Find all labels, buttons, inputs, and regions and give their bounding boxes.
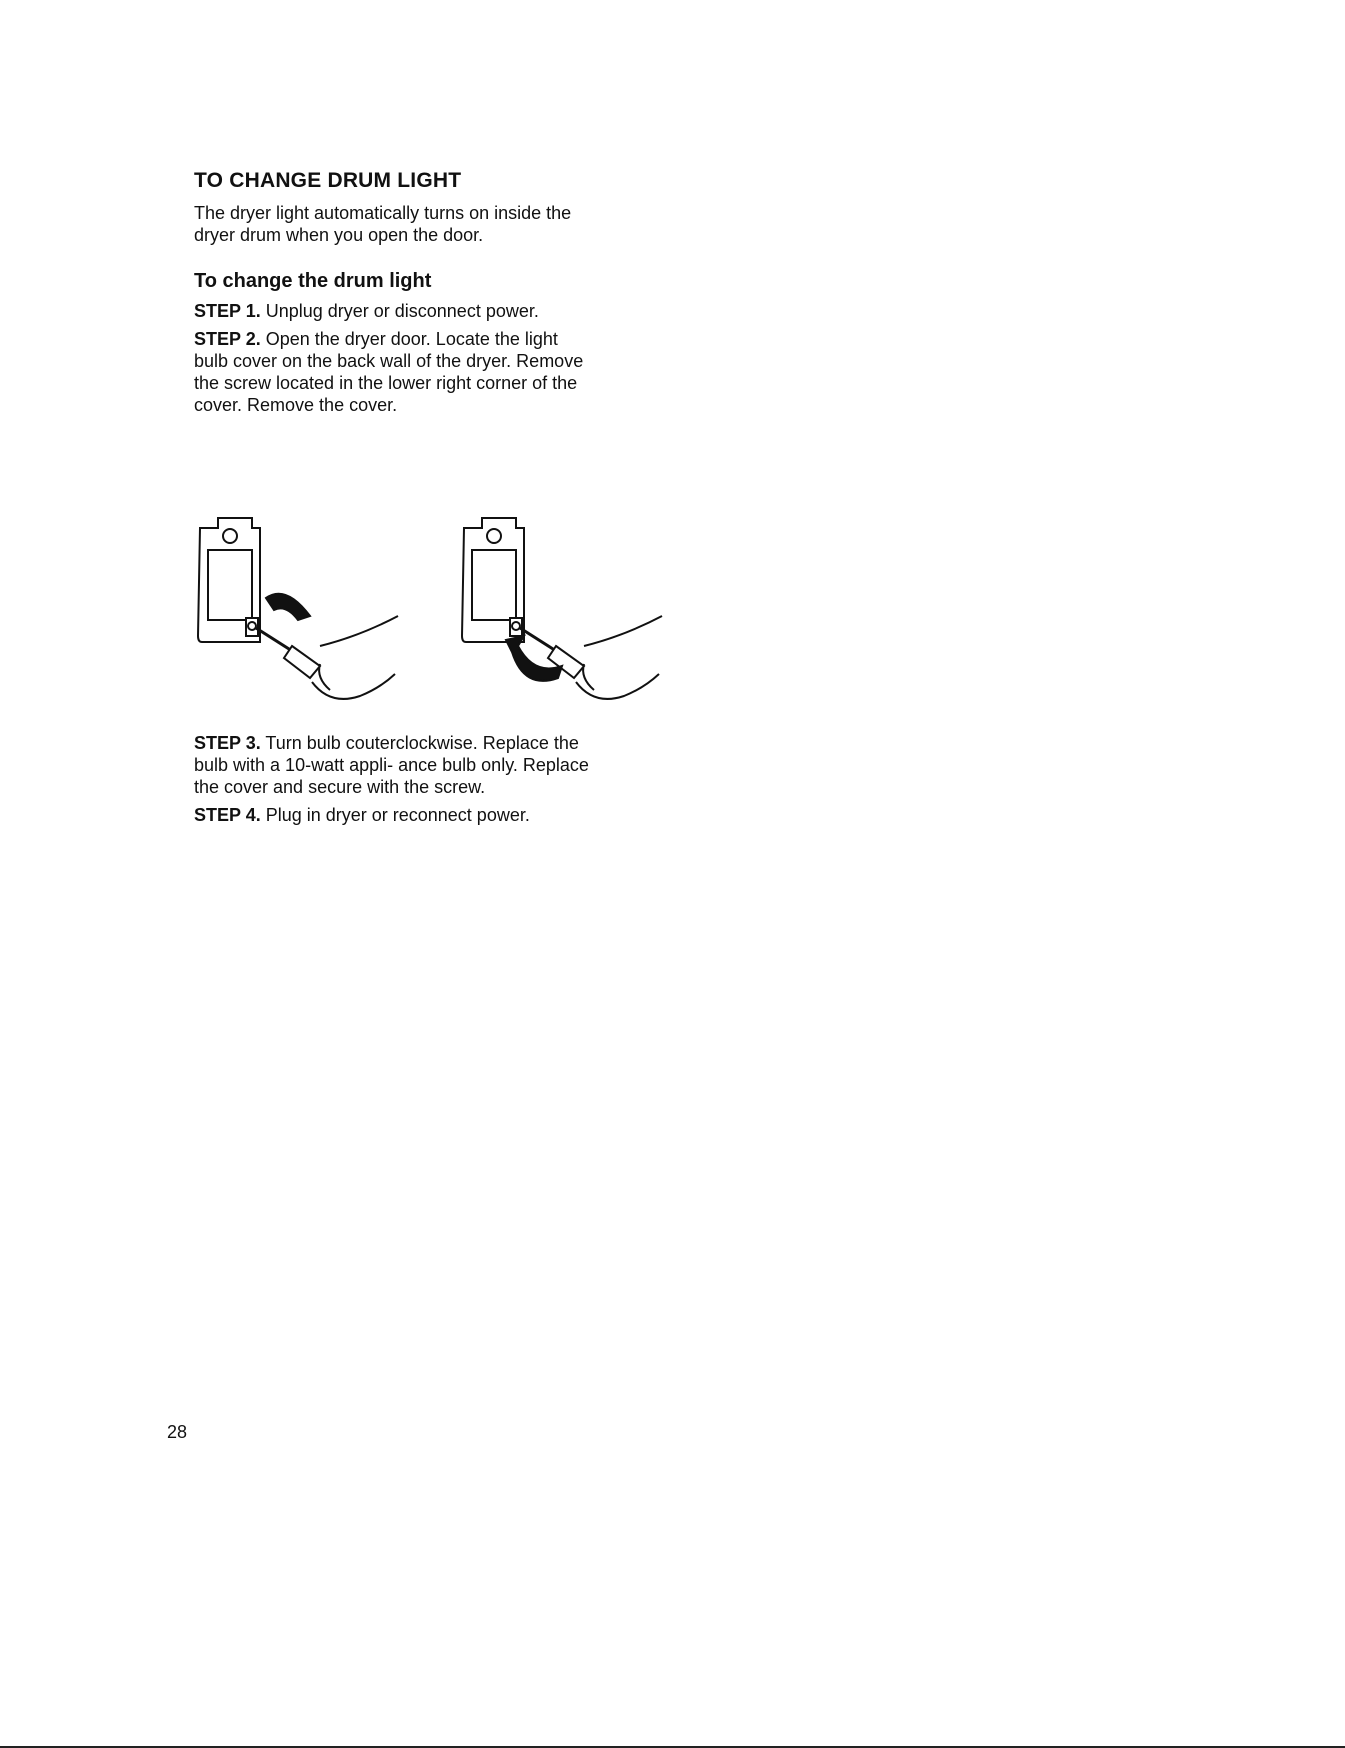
screwdriver-remove-screw-illustration <box>190 506 400 712</box>
step-label: STEP 2. <box>194 329 261 349</box>
lower-steps <box>194 732 594 826</box>
content-column <box>194 168 594 416</box>
step-1 <box>194 300 594 322</box>
section-title: TO CHANGE DRUM LIGHT <box>194 169 462 192</box>
step-2 <box>194 328 594 416</box>
step-text: Open the dryer door. Locate the light bulb cover on the back wall of the dryer. Remove the screw located in the lower right corner of the cover. Remove the cover. <box>194 329 584 415</box>
subsection-title: To change the drum light <box>194 270 432 292</box>
step-text: Plug in dryer or reconnect power. <box>260 805 530 825</box>
screwdriver-install-screw-illustration <box>454 506 664 712</box>
illustration-row <box>190 506 670 712</box>
step-3 <box>194 732 594 798</box>
intro-paragraph: The dryer light automatically turns on inside the dryer drum when you open the door. <box>194 203 572 245</box>
step-label: STEP 1. <box>194 301 261 321</box>
step-label: STEP 3. <box>194 733 261 753</box>
step-label: STEP 4. <box>194 805 261 825</box>
step-4 <box>194 804 594 826</box>
step-text: Unplug dryer or disconnect power. <box>260 301 539 321</box>
step-text: Turn bulb couterclockwise. Replace the bulb with a 10-watt appli- ance bulb only. Replace the cover and secure with the screw. <box>194 733 589 797</box>
page-number: 28 <box>167 1422 188 1442</box>
